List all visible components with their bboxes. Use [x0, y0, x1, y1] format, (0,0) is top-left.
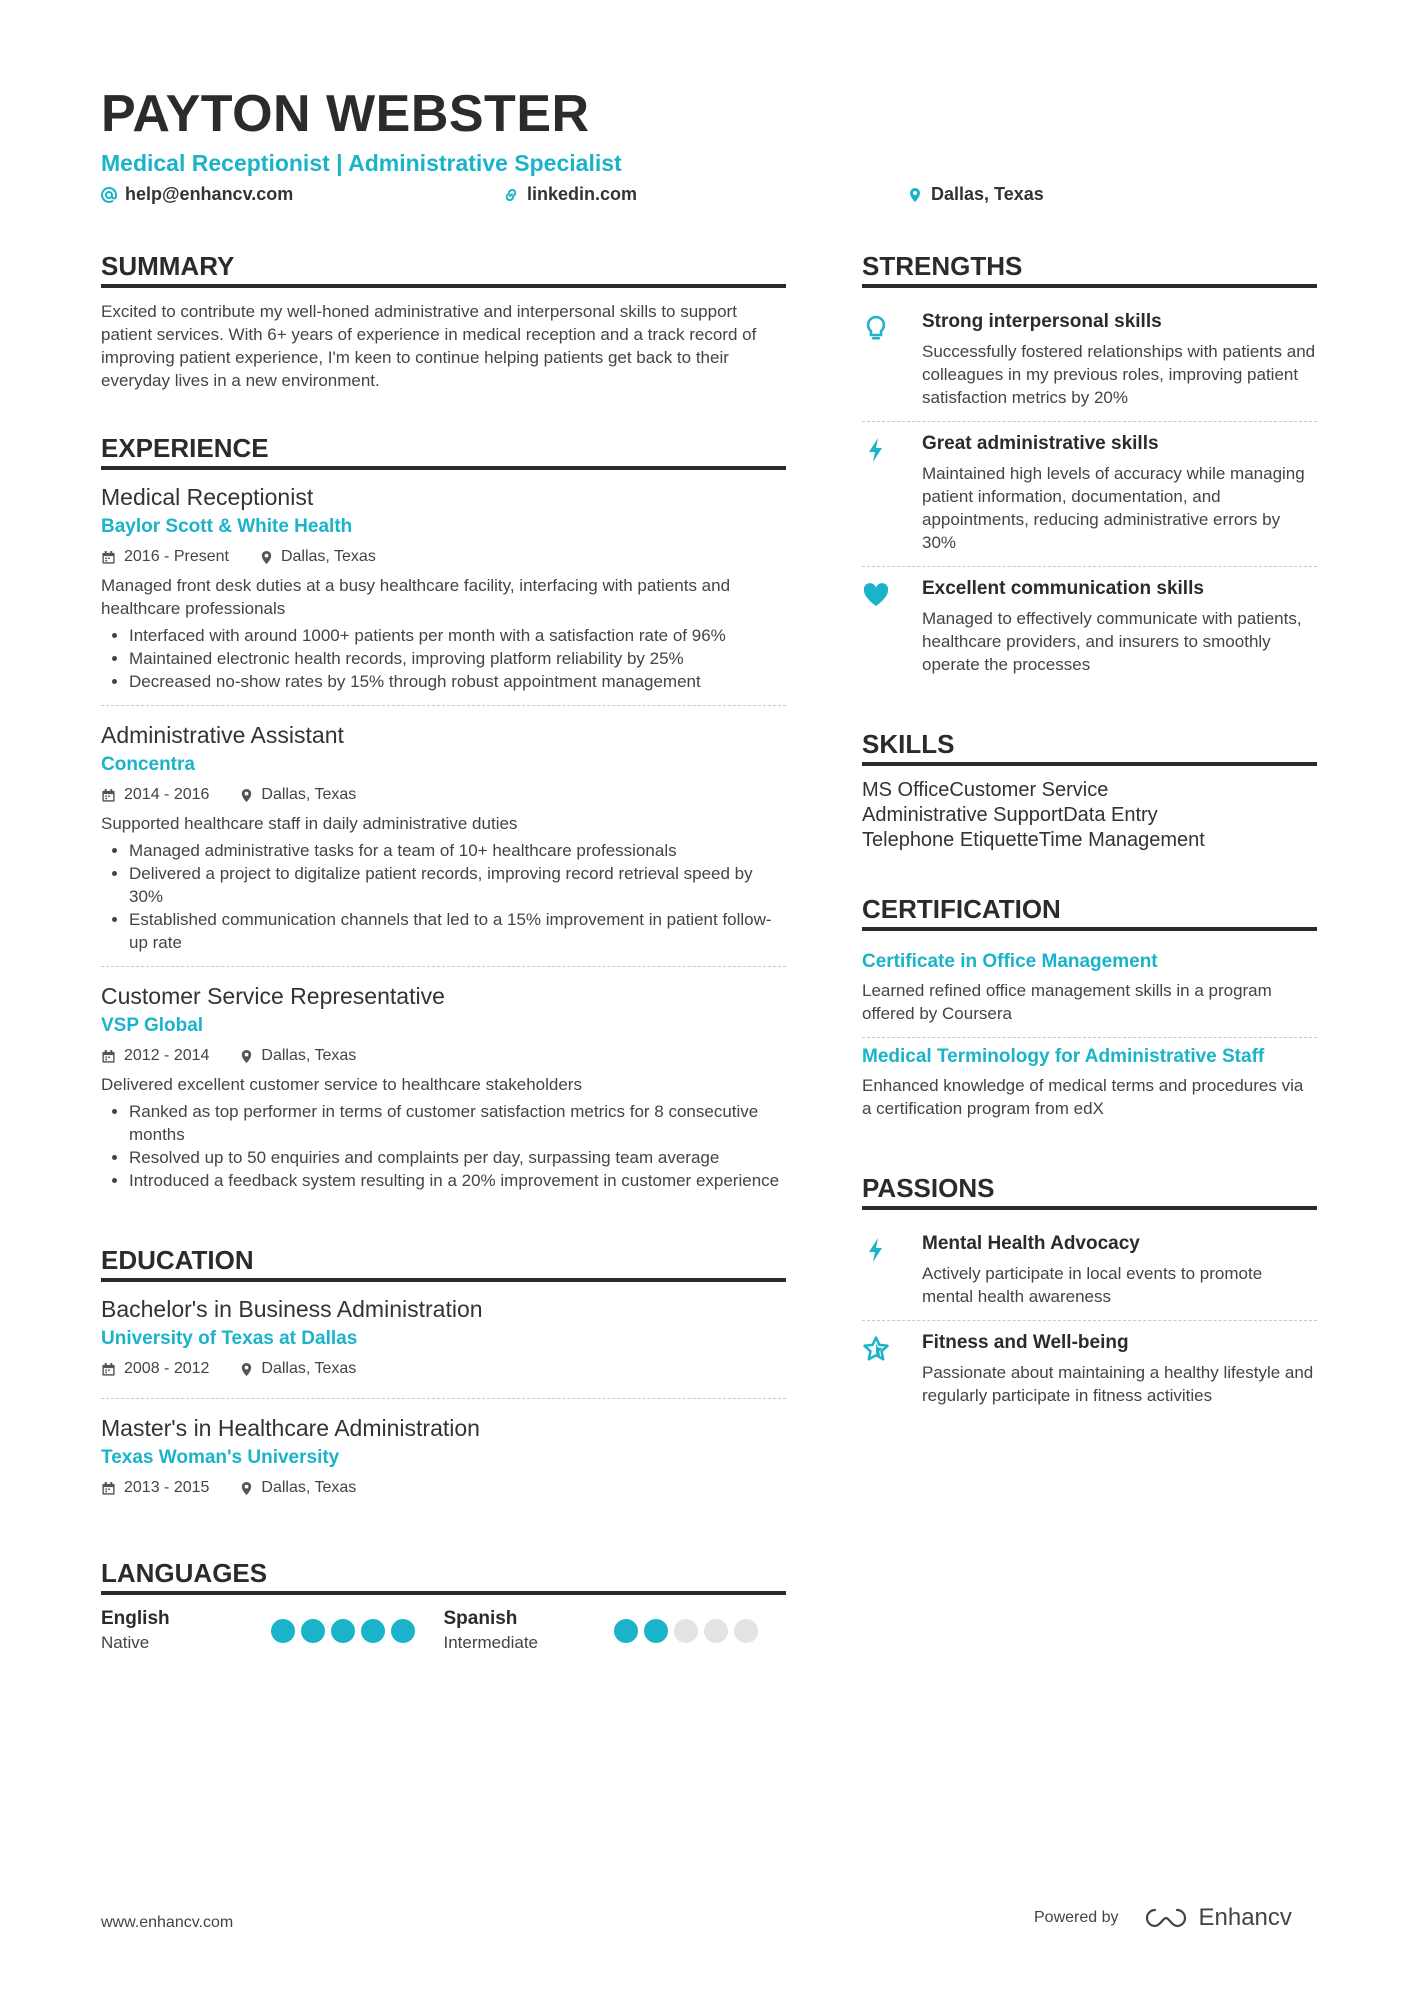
languages-section	[101, 1557, 786, 1655]
linkedin-text: linkedin.com	[527, 184, 638, 204]
strength-entry	[862, 422, 1317, 567]
languages-heading: LANGUAGES	[101, 1557, 786, 1595]
job-location	[239, 784, 356, 806]
certification-heading: CERTIFICATION	[862, 893, 1317, 931]
link-icon	[503, 187, 519, 203]
calendar-icon	[101, 1049, 116, 1064]
lightbulb-icon	[862, 314, 890, 342]
skills-list	[862, 778, 1317, 853]
education-location	[239, 1358, 356, 1380]
heart-icon	[862, 581, 890, 609]
rating-dot-empty	[734, 1619, 758, 1643]
strength-icon-wrap	[862, 310, 922, 409]
skills-line: Telephone EtiquetteTime Management	[862, 829, 1205, 851]
education-degree: Bachelor's in Business Administration	[101, 1296, 483, 1322]
right-column	[862, 250, 1317, 1459]
job-role: Medical Receptionist	[101, 484, 314, 510]
job-dates: 2012 - 2014	[124, 1047, 210, 1064]
job-role: Customer Service Representative	[101, 983, 445, 1009]
strength-title: Excellent communication skills	[922, 578, 1204, 599]
map-pin-icon	[907, 187, 923, 203]
job-meta	[101, 784, 786, 806]
strengths-heading: STRENGTHS	[862, 250, 1317, 288]
education-degree: Master's in Healthcare Administration	[101, 1415, 480, 1441]
skills-line: Administrative SupportData Entry	[862, 804, 1158, 826]
strength-body	[922, 432, 1317, 554]
education-heading: EDUCATION	[101, 1244, 786, 1282]
job-bullet: • Resolved up to 50 enquiries and complaints per day, surpassing team average	[129, 1146, 786, 1169]
education-meta	[101, 1477, 786, 1499]
certification-entry	[862, 1038, 1317, 1132]
passions-section	[862, 1172, 1317, 1419]
linkedin-contact[interactable]	[503, 184, 637, 205]
strength-desc: Managed to effectively communicate with patients, healthcare providers, and insurers to smoothly operate the processes	[922, 609, 1302, 674]
language-name: Spanish	[443, 1608, 518, 1629]
candidate-title: Medical Receptionist | Administrative Specialist	[101, 150, 622, 176]
brand-text: Enhancv	[1198, 1904, 1292, 1931]
education-location	[239, 1477, 356, 1499]
rating-dot-empty	[704, 1619, 728, 1643]
job-bullet: • Maintained electronic health records, improving platform reliability by 25%	[129, 647, 786, 670]
strength-entry	[862, 567, 1317, 688]
job-company: Baylor Scott & White Health	[101, 516, 353, 537]
education-location-text: Dallas, Texas	[261, 1360, 357, 1377]
language-level: Intermediate	[443, 1633, 538, 1652]
experience-section	[101, 432, 786, 1204]
education-location-text: Dallas, Texas	[261, 1479, 357, 1496]
strength-body	[922, 577, 1317, 676]
calendar-icon	[101, 788, 116, 803]
summary-section	[101, 250, 786, 392]
job-bullets	[101, 1100, 786, 1192]
footer-website[interactable]: www.enhancv.com	[101, 1914, 234, 1931]
location-text: Dallas, Texas	[931, 184, 1044, 204]
language-name: English	[101, 1608, 170, 1629]
strength-entry	[862, 300, 1317, 422]
email-text: help@enhancv.com	[125, 184, 294, 204]
job-bullet: • Ranked as top performer in terms of customer satisfaction metrics for 8 consecutive months	[129, 1100, 786, 1146]
job-location-text: Dallas, Texas	[261, 1047, 357, 1064]
strength-icon-wrap	[862, 432, 922, 554]
job-company: VSP Global	[101, 1015, 204, 1036]
job-description: Supported healthcare staff in daily administrative duties	[101, 814, 518, 833]
enhancv-logo-icon	[1143, 1906, 1189, 1930]
language-text	[444, 1607, 614, 1655]
certification-title: Medical Terminology for Administrative Staff	[862, 1046, 1265, 1067]
education-dates: 2008 - 2012	[124, 1360, 210, 1377]
calendar-icon	[101, 1362, 116, 1377]
job-bullets	[101, 839, 786, 954]
certification-section	[862, 893, 1317, 1132]
powered-by-text: Powered by	[1034, 1909, 1119, 1926]
education-school: Texas Woman's University	[101, 1447, 340, 1468]
job-description: Delivered excellent customer service to healthcare stakeholders	[101, 1075, 582, 1094]
job-bullet: • Introduced a feedback system resulting in a 20% improvement in customer experience	[129, 1169, 786, 1192]
job-location-text: Dallas, Texas	[280, 548, 376, 565]
map-pin-icon	[259, 550, 274, 565]
strength-icon-wrap	[862, 577, 922, 676]
calendar-icon	[101, 1481, 116, 1496]
rating-dot-filled	[361, 1619, 385, 1643]
passion-body	[922, 1232, 1317, 1308]
rating-dot-filled	[271, 1619, 295, 1643]
language-text	[101, 1607, 271, 1655]
job-entry	[101, 981, 786, 1204]
education-dates: 2013 - 2015	[124, 1479, 210, 1496]
contact-row	[101, 184, 1319, 214]
rating-dot-filled	[391, 1619, 415, 1643]
education-school: University of Texas at Dallas	[101, 1328, 358, 1349]
rating-dot-filled	[644, 1619, 668, 1643]
resume-header	[101, 82, 1319, 214]
job-location	[259, 546, 376, 568]
job-bullet: • Established communication channels that led to a 15% improvement in patient follow-up rate	[129, 908, 786, 954]
passions-heading: PASSIONS	[862, 1172, 1317, 1210]
job-meta	[101, 1045, 786, 1067]
experience-heading: EXPERIENCE	[101, 432, 786, 470]
map-pin-icon	[239, 788, 254, 803]
summary-text: Excited to contribute my well-honed administrative and interpersonal skills to support patient services. With 6+ years of experience in medical reception and a track record of improving patient experience, I'm keen to continue helping patients get back to their everyday lives in a new environment.	[101, 302, 757, 390]
job-dates: 2014 - 2016	[124, 786, 210, 803]
certification-desc: Learned refined office management skills in a program offered by Coursera	[862, 981, 1272, 1023]
strengths-section	[862, 250, 1317, 688]
map-pin-icon	[239, 1362, 254, 1377]
strength-desc: Maintained high levels of accuracy while managing patient information, documentation, and appointments, reducing administrative errors by 30%	[922, 464, 1305, 552]
job-meta	[101, 546, 786, 568]
passion-title: Mental Health Advocacy	[922, 1233, 1140, 1254]
map-pin-icon	[239, 1481, 254, 1496]
passion-icon-wrap	[862, 1331, 922, 1407]
at-icon	[101, 187, 117, 203]
rating-dot-filled	[614, 1619, 638, 1643]
lightning-icon	[862, 1236, 890, 1264]
skills-section	[862, 728, 1317, 853]
skills-line: MS OfficeCustomer Service	[862, 779, 1109, 801]
enhancv-logo[interactable]	[1143, 1904, 1292, 1932]
education-section	[101, 1244, 786, 1517]
passion-body	[922, 1331, 1317, 1407]
job-role: Administrative Assistant	[101, 722, 344, 748]
passion-desc: Actively participate in local events to promote mental health awareness	[922, 1264, 1263, 1306]
strength-title: Great administrative skills	[922, 433, 1159, 454]
job-location-text: Dallas, Texas	[261, 786, 357, 803]
job-bullet: • Managed administrative tasks for a team of 10+ healthcare professionals	[129, 839, 786, 862]
rating-dot-filled	[301, 1619, 325, 1643]
candidate-name: PAYTON WEBSTER	[101, 85, 590, 143]
job-location	[239, 1045, 356, 1067]
job-bullet: • Delivered a project to digitalize patient records, improving record retrieval speed by 30%	[129, 862, 786, 908]
language-entry	[101, 1607, 444, 1655]
job-company: Concentra	[101, 754, 195, 775]
location-contact	[907, 184, 1044, 205]
star-icon	[862, 1335, 890, 1363]
left-column	[101, 250, 786, 1695]
education-entry	[101, 1413, 786, 1517]
job-bullet: • Decreased no-show rates by 15% through robust appointment management	[129, 670, 786, 693]
summary-heading: SUMMARY	[101, 250, 786, 288]
calendar-icon	[101, 550, 116, 565]
job-entry	[101, 482, 786, 706]
education-meta	[101, 1358, 786, 1380]
email-contact[interactable]	[101, 184, 293, 205]
strength-title: Strong interpersonal skills	[922, 311, 1162, 332]
passion-entry	[862, 1222, 1317, 1321]
passion-entry	[862, 1321, 1317, 1419]
job-dates: 2016 - Present	[124, 548, 229, 565]
passion-icon-wrap	[862, 1232, 922, 1308]
strength-desc: Successfully fostered relationships with patients and colleagues in my previous roles, improving patient satisfaction metrics by 20%	[922, 342, 1316, 407]
language-rating	[614, 1619, 758, 1643]
job-bullets	[101, 624, 786, 693]
job-bullet: • Interfaced with around 1000+ patients per month with a satisfaction rate of 96%	[129, 624, 786, 647]
certification-title: Certificate in Office Management	[862, 951, 1158, 972]
rating-dot-empty	[674, 1619, 698, 1643]
job-description: Managed front desk duties at a busy healthcare facility, interfacing with patients and healthcare professionals	[101, 576, 731, 618]
languages-row	[101, 1607, 786, 1655]
education-entry	[101, 1294, 786, 1399]
map-pin-icon	[239, 1049, 254, 1064]
passion-desc: Passionate about maintaining a healthy lifestyle and regularly participate in fitness activities	[922, 1363, 1314, 1405]
certification-entry	[862, 943, 1317, 1038]
language-level: Native	[101, 1633, 150, 1652]
passion-title: Fitness and Well-being	[922, 1332, 1129, 1353]
footer-branding	[1034, 1904, 1292, 1932]
strength-body	[922, 310, 1317, 409]
skills-heading: SKILLS	[862, 728, 1317, 766]
job-entry	[101, 720, 786, 967]
language-entry	[444, 1607, 787, 1655]
rating-dot-filled	[331, 1619, 355, 1643]
certification-desc: Enhanced knowledge of medical terms and procedures via a certification program from edX	[862, 1076, 1304, 1118]
lightning-icon	[862, 436, 890, 464]
language-rating	[271, 1619, 415, 1643]
